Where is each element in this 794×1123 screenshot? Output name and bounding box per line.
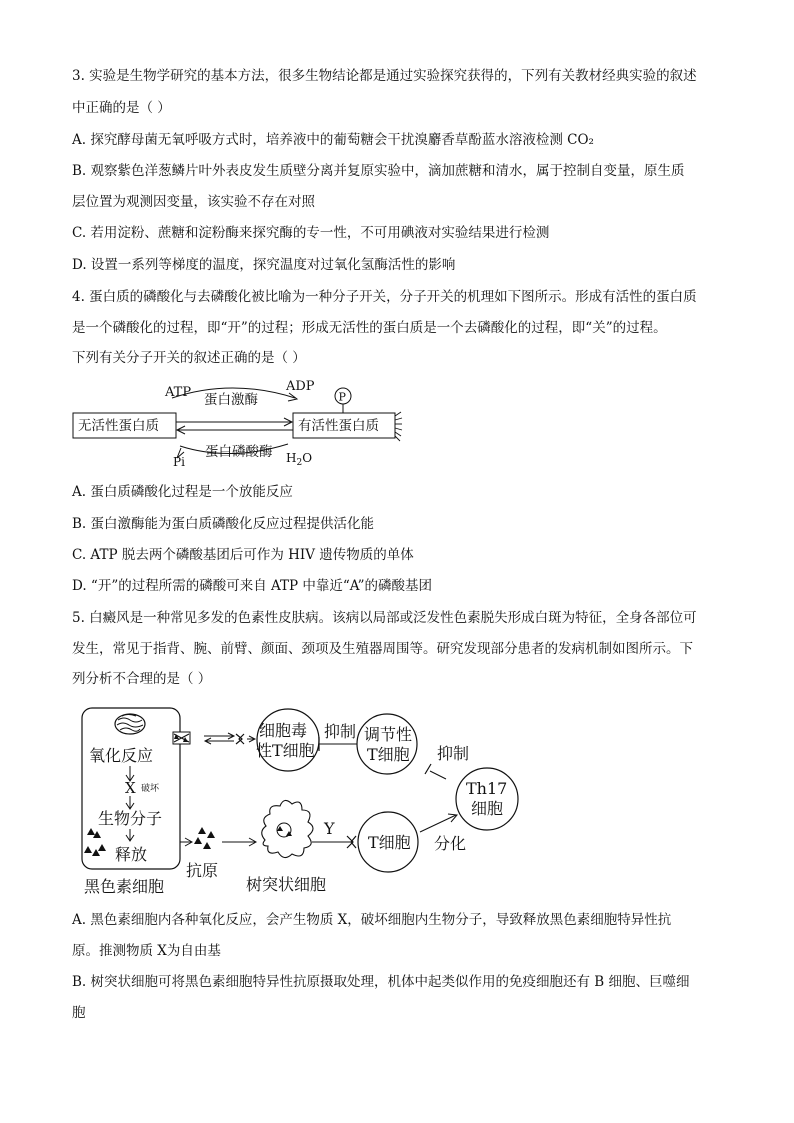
q3-option-c: C. 若用淀粉、蔗糖和淀粉酶来探究酶的专一性，不可用碘液对实验结果进行检测 <box>72 225 550 241</box>
regulatory-t-cell-circle <box>357 714 417 774</box>
active-site-spikes <box>395 412 402 441</box>
kinase-label: 蛋白激酶 <box>204 392 258 408</box>
atp-label: ATP <box>165 385 192 400</box>
phosphatase-label: 蛋白磷酸酶 <box>205 444 273 460</box>
receptor-icon <box>236 734 244 744</box>
regulatory-t-cell-label-2: T细胞 <box>367 745 410 764</box>
q4-stem-line1: 4. 蛋白质的磷酸化与去磷酸化被比喻为一种分子开关，分子开关的机理如下图所示。形成有活性的蛋白质 <box>72 289 697 305</box>
water-label: $H_2O$ <box>286 451 313 468</box>
melanocyte-label: 黑色素细胞 <box>84 877 165 896</box>
destroy-label: 破坏 <box>141 784 160 794</box>
active-protein-label: 有活性蛋白质 <box>298 418 379 434</box>
mhc-receptor-icon <box>173 732 190 744</box>
antigen-cluster-icon-1 <box>84 828 106 856</box>
cytotoxic-t-cell-label-1: 细胞毒 <box>259 721 308 740</box>
t-cell-label: T细胞 <box>368 833 411 852</box>
differentiate-arrow <box>420 815 456 832</box>
release-label: 释放 <box>115 845 148 864</box>
inhibit-label-1: 抑制 <box>324 722 357 741</box>
q3-option-a: A. 探究酵母菌无氧呼吸方式时，培养液中的葡萄糖会干扰溴麝香草酚蓝水溶液检测 CO₂ <box>72 132 594 148</box>
dendritic-cell-icon <box>262 800 313 857</box>
q3-stem-line2: 中正确的是（ ） <box>72 100 171 116</box>
th17-cell-label-2: 细胞 <box>471 799 504 818</box>
cytotoxic-t-cell-circle <box>257 709 319 771</box>
regulatory-t-cell-label-1: 调节性 <box>364 725 413 744</box>
dendritic-cell-label: 树突状细胞 <box>246 875 327 894</box>
vitiligo-mechanism-diagram <box>70 700 530 900</box>
molecular-switch-diagram <box>60 374 420 474</box>
q4-option-c: C. ATP 脱去两个磷酸基团后可作为 HIV 遗传物质的单体 <box>72 547 414 563</box>
q5-stem-line1: 5. 白癜风是一种常见多发的色素性皮肤病。该病以局部或泛发性色素脱失形成白斑为特征，全身各部位可 <box>72 610 697 626</box>
q3-option-b-line2: 层位置为观测因变量，该实验不存在对照 <box>72 194 315 210</box>
inhibit-label-2: 抑制 <box>437 744 470 763</box>
q4-option-a: A. 蛋白质磷酸化过程是一个放能反应 <box>72 484 293 500</box>
q5-option-b-line1: B. 树突状细胞可将黑色素细胞特异性抗原摄取处理，机体中起类似作用的免疫细胞还有 B 细胞、巨噬细 <box>72 974 690 990</box>
th17-cell-label-1: Th17 <box>466 779 508 798</box>
phosphate-label: P <box>338 390 346 404</box>
q5-stem-line3: 列分析不合理的是（ ） <box>72 671 212 687</box>
inhibit-bar-2 <box>425 764 431 774</box>
q5-option-a-line2: 原。推测物质 X为自由基 <box>72 943 221 959</box>
antigen-label: 抗原 <box>186 861 219 880</box>
q3-option-b-line1: B. 观察紫色洋葱鳞片叶外表皮发生质壁分离并复原实验中，滴加蔗糖和清水，属于控制自变量，原生质 <box>72 163 685 179</box>
cytotoxic-t-cell-label-2: 性T细胞 <box>256 741 315 760</box>
inactive-protein-label: 无活性蛋白质 <box>78 418 159 434</box>
q4-option-d: D. “开”的过程所需的磷酸可来自 ATP 中靠近“A”的磷酸基团 <box>72 578 432 594</box>
q3-stem-line1: 3. 实验是生物学研究的基本方法，很多生物结论都是通过实验探究获得的，下列有关教材经典实验的叙述 <box>72 68 697 84</box>
q3-option-d: D. 设置一系列等梯度的温度，探究温度对过氧化氢酶活性的影响 <box>72 257 456 273</box>
oxidation-label: 氧化反应 <box>89 746 154 765</box>
y-label: Y <box>324 819 335 838</box>
q5-option-b-line2: 胞 <box>72 1005 86 1021</box>
q4-stem-line3: 下列有关分子开关的叙述正确的是（ ） <box>72 350 306 366</box>
organelle-icon <box>115 714 145 734</box>
adp-label: ADP <box>286 379 315 394</box>
q5-stem-line2: 发生，常见于指背、腕、前臂、颜面、颈项及生殖器周围等。研究发现部分患者的发病机制如图所示。下 <box>72 641 693 657</box>
x-label: X <box>125 779 136 797</box>
inhibit-line-2 <box>430 771 446 779</box>
q4-option-b: B. 蛋白激酶能为蛋白质磷酸化反应过程提供活化能 <box>72 516 375 532</box>
q4-stem-line2: 是一个磷酸化的过程，即“开”的过程；形成无活性的蛋白质是一个去磷酸化的过程，即“关”的过程。 <box>72 320 667 336</box>
biomolecule-label: 生物分子 <box>98 809 163 828</box>
differentiate-label: 分化 <box>434 834 467 853</box>
antigen-cluster-icon-2 <box>194 827 215 849</box>
q5-option-a-line1: A. 黑色素细胞内各种氧化反应，会产生物质 X，破坏细胞内生物分子，导致释放黑色素细胞特异性抗 <box>72 912 672 928</box>
pi-label: Pi <box>173 455 185 469</box>
